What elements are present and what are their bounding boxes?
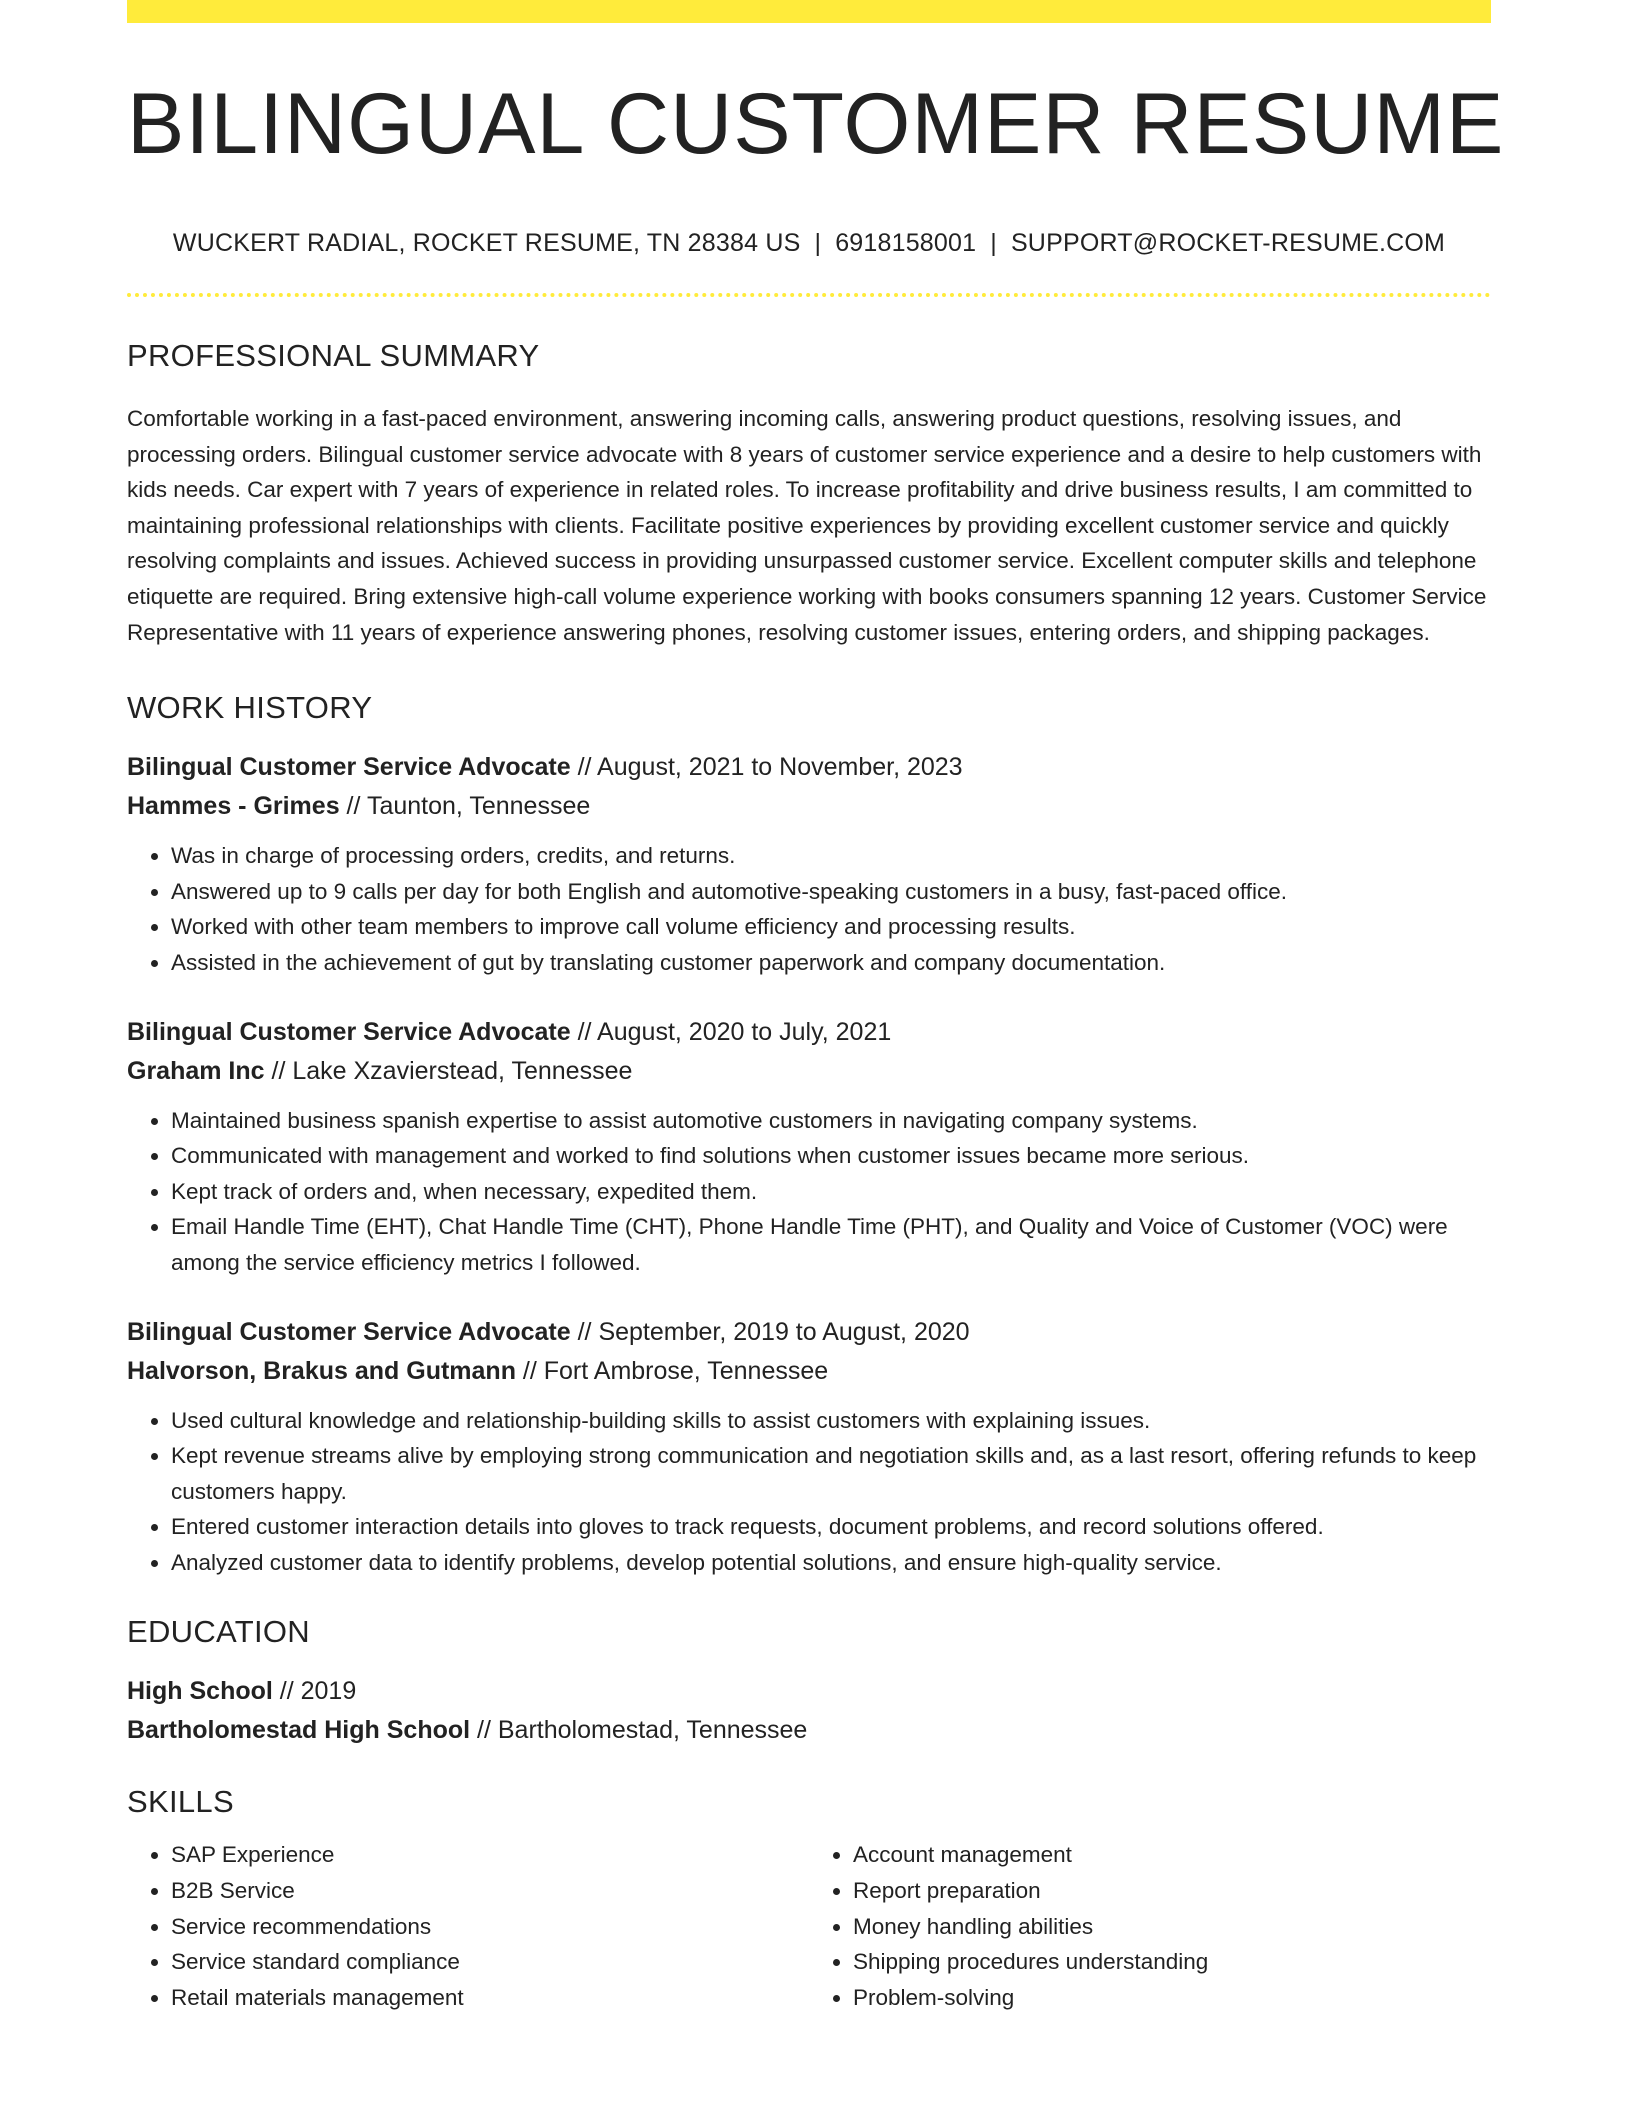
skill-item: • Report preparation <box>853 1873 1491 1909</box>
job-bullet: • Maintained business spanish expertise to assist automotive customers in navigating company systems. <box>171 1103 1491 1139</box>
job-bullet: • Analyzed customer data to identify problems, develop potential solutions, and ensure high-quality service. <box>171 1545 1491 1581</box>
job-title-line <box>127 1013 1491 1052</box>
education-school-line <box>127 1711 1491 1750</box>
skill-item: • Problem-solving <box>853 1980 1491 2016</box>
education-degree-line <box>127 1672 1491 1711</box>
skills-heading: SKILLS <box>127 1784 234 1820</box>
contact-phone: 6918158001 <box>835 229 977 257</box>
summary-text: Comfortable working in a fast-paced environment, answering incoming calls, answering product questions, resolving issues, and processing orders. Bilingual customer service advocate with 8 years of customer service experience and a desire to help customers with kids needs. Car expert with 7 years of experience in related roles. To increase profitability and drive business results, I am committed to maintaining professional relationships with clients. Facilitate positive experiences by providing excellent customer service and quickly resolving complaints and issues. Achieved success in providing unsurpassed customer service. Excellent computer skills and telephone etiquette are required. Bring extensive high-call volume experience working with books consumers spanning 12 years. Customer Service Representative with 11 years of experience answering phones, resolving customer issues, entering orders, and shipping packages. <box>127 406 1487 645</box>
job-bullet: • Kept revenue streams alive by employing strong communication and negotiation skills and, as a last resort, offering refunds to keep customers happy. <box>171 1438 1491 1509</box>
skill-item: • SAP Experience <box>171 1837 809 1873</box>
job-location: // Fort Ambrose, Tennessee <box>515 1356 829 1385</box>
job-company-line <box>127 1352 1491 1391</box>
job-bullets <box>127 838 1491 980</box>
education-school: Bartholomestad High School <box>127 1716 471 1745</box>
contact-separator: | <box>814 229 822 257</box>
job-bullet: • Entered customer interaction details into gloves to track requests, document problems, and record solutions offered. <box>171 1509 1491 1545</box>
job-title-line <box>127 1313 1491 1352</box>
dotted-divider <box>127 293 1491 297</box>
skills-columns <box>127 1837 1491 2015</box>
job-company: Graham Inc <box>127 1056 265 1085</box>
skill-item: • Service standard compliance <box>171 1944 809 1980</box>
job-bullets <box>127 1403 1491 1581</box>
job-title: Bilingual Customer Service Advocate <box>127 753 571 782</box>
contact-email[interactable]: SUPPORT@ROCKET-RESUME.COM <box>1010 229 1446 257</box>
resume-page <box>127 0 1505 2015</box>
job-bullet: • Kept track of orders and, when necessary, expedited them. <box>171 1174 1491 1210</box>
education-heading: EDUCATION <box>127 1614 310 1650</box>
job-bullet: • Answered up to 9 calls per day for both English and automotive-speaking customers in a busy, fast-paced office. <box>171 874 1491 910</box>
job-entry <box>127 1013 1491 1281</box>
job-bullet: • Communicated with management and worked to find solutions when customer issues became more serious. <box>171 1138 1491 1174</box>
top-accent-bar <box>127 0 1491 23</box>
skills-list-right <box>809 1837 1491 2015</box>
work-history-heading: WORK HISTORY <box>127 690 373 726</box>
job-company-line <box>127 1052 1491 1091</box>
contact-line <box>127 229 1491 258</box>
summary-heading: PROFESSIONAL SUMMARY <box>127 338 540 373</box>
job-dates: // August, 2020 to July, 2021 <box>570 1017 892 1046</box>
education-year: // 2019 <box>272 1677 357 1706</box>
job-company: Halvorson, Brakus and Gutmann <box>127 1356 516 1385</box>
job-bullet: • Assisted in the achievement of gut by translating customer paperwork and company documentation. <box>171 945 1491 981</box>
resume-title: BILINGUAL CUSTOMER RESUME <box>127 76 1505 172</box>
job-title: Bilingual Customer Service Advocate <box>127 1017 571 1046</box>
skill-item: • Shipping procedures understanding <box>853 1944 1491 1980</box>
skill-item: • Retail materials management <box>171 1980 809 2016</box>
skill-item: • Account management <box>853 1837 1491 1873</box>
skill-item: • B2B Service <box>171 1873 809 1909</box>
contact-separator: | <box>990 229 997 257</box>
job-bullet: • Used cultural knowledge and relationship-building skills to assist customers with explaining issues. <box>171 1403 1491 1439</box>
job-bullet: • Worked with other team members to improve call volume efficiency and processing results. <box>171 909 1491 945</box>
job-bullet: • Was in charge of processing orders, credits, and returns. <box>171 838 1491 874</box>
skill-item: • Service recommendations <box>171 1909 809 1945</box>
job-entry <box>127 748 1491 980</box>
job-title: Bilingual Customer Service Advocate <box>127 1317 571 1346</box>
education-degree: High School <box>127 1677 273 1706</box>
job-bullet: • Email Handle Time (EHT), Chat Handle Time (CHT), Phone Handle Time (PHT), and Quality and Voice of Customer (VOC) were among the service efficiency metrics I followed. <box>171 1209 1491 1280</box>
skills-list-left <box>127 1837 809 2015</box>
skill-item: • Money handling abilities <box>853 1909 1491 1945</box>
job-dates: // August, 2021 to November, 2023 <box>570 753 963 782</box>
contact-address: WUCKERT RADIAL, ROCKET RESUME, TN 28384 US <box>172 229 801 257</box>
job-bullets <box>127 1103 1491 1281</box>
education-entry <box>127 1672 1491 1750</box>
job-company: Hammes - Grimes <box>127 792 340 821</box>
job-dates: // September, 2019 to August, 2020 <box>570 1317 970 1346</box>
job-location: // Taunton, Tennessee <box>339 792 591 821</box>
job-title-line <box>127 748 1491 787</box>
job-entry <box>127 1313 1491 1581</box>
job-location: // Lake Xzavierstead, Tennessee <box>264 1056 633 1085</box>
education-location: // Bartholomestad, Tennessee <box>470 1716 808 1745</box>
job-company-line <box>127 787 1491 826</box>
